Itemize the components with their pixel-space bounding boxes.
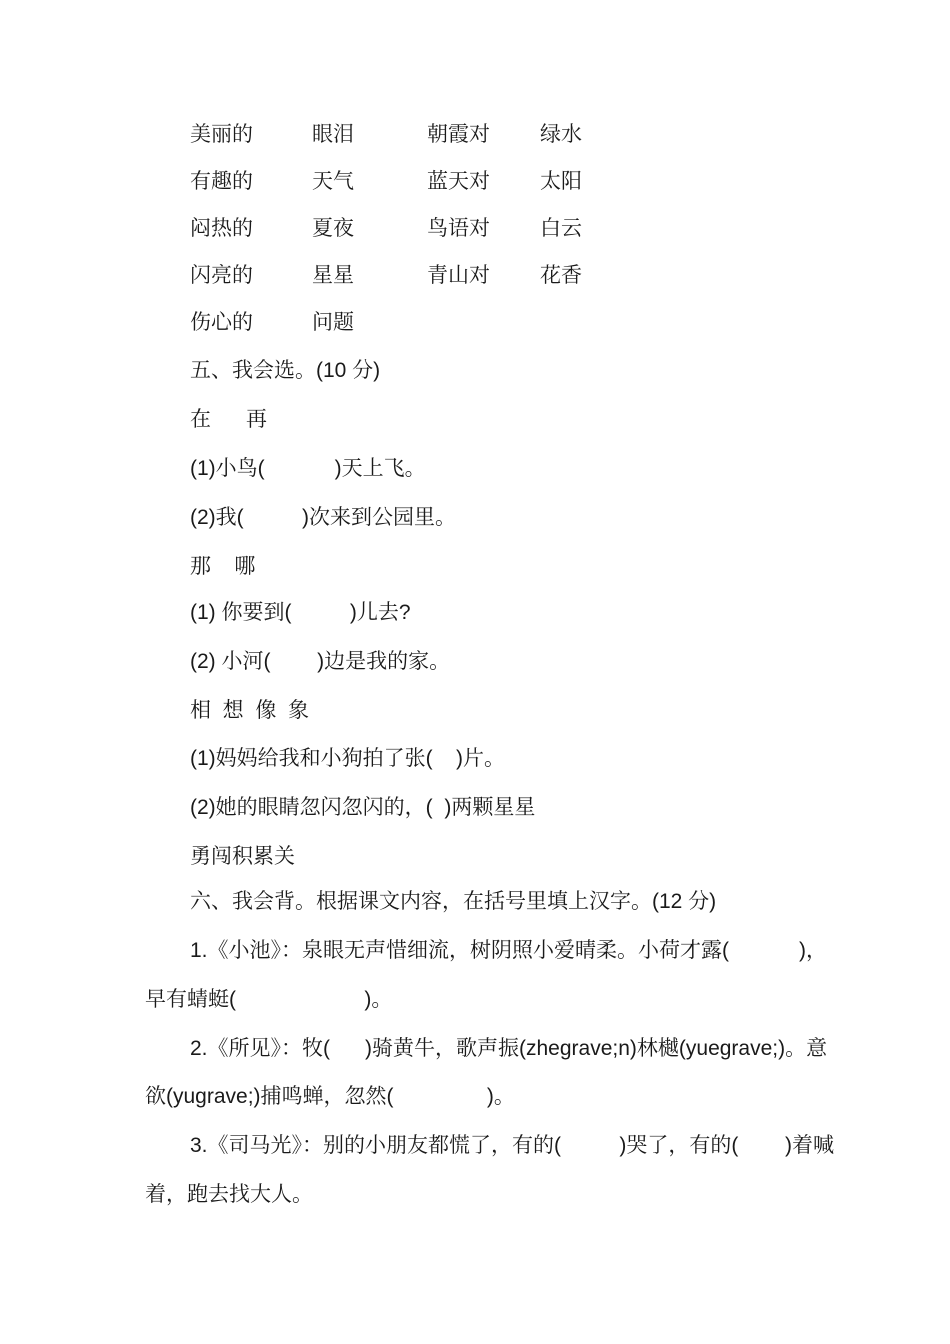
- adjective: 有趣的: [190, 170, 253, 193]
- noun: 夏夜: [312, 217, 354, 240]
- noun: 星星: [312, 264, 354, 287]
- pair-word: 朝霞对: [427, 123, 490, 146]
- question-item: (2)她的眼睛忽闪忽闪的，( )两颗星星: [190, 796, 536, 819]
- pair-word: 青山对: [427, 264, 490, 287]
- question-item: (1)小鸟( )天上飞。: [190, 457, 426, 480]
- pair-word: 鸟语对: [427, 217, 490, 240]
- match-word: 花香: [540, 264, 582, 287]
- choice-words: 那 哪: [190, 555, 256, 578]
- choice-words: 在 再: [190, 408, 268, 431]
- match-word: 白云: [540, 217, 582, 240]
- noun: 天气: [312, 170, 354, 193]
- section-banner: 勇闯积累关: [190, 845, 295, 868]
- adjective: 闷热的: [190, 217, 253, 240]
- recite-item-line2: 欲(yugrave;)捕鸣蝉，忽然( )。: [145, 1085, 515, 1108]
- question-item: (1)妈妈给我和小狗拍了张( )片。: [190, 747, 505, 770]
- recite-item-line1: 3.《司马光》：别的小朋友都慌了，有的( )哭了，有的( )着喊: [190, 1134, 835, 1157]
- choice-words: 相 想 像 象: [190, 699, 310, 722]
- match-word: 太阳: [540, 170, 582, 193]
- adjective: 伤心的: [190, 311, 253, 334]
- adjective: 闪亮的: [190, 264, 253, 287]
- section-6-title: 六、我会背。根据课文内容，在括号里填上汉字。(12 分): [190, 890, 717, 913]
- recite-item-line1: 2.《所见》：牧( )骑黄牛，歌声振(zhegrave;n)林樾(yuegrave;)。意: [190, 1037, 828, 1060]
- recite-item-line2: 着，跑去找大人。: [145, 1183, 313, 1206]
- adjective: 美丽的: [190, 123, 253, 146]
- recite-item-line2: 早有蜻蜓( )。: [145, 988, 393, 1011]
- section-5-title: 五、我会选。(10 分): [190, 359, 381, 382]
- noun: 问题: [312, 311, 354, 334]
- question-item: (2) 小河( )边是我的家。: [190, 650, 451, 673]
- question-item: (2)我( )次来到公园里。: [190, 506, 456, 529]
- noun: 眼泪: [312, 123, 354, 146]
- question-item: (1) 你要到( )儿去?: [190, 601, 411, 624]
- recite-item-line1: 1.《小池》：泉眼无声惜细流，树阴照小爱晴柔。小荷才露( )，: [190, 939, 828, 962]
- match-word: 绿水: [540, 123, 582, 146]
- pair-word: 蓝天对: [427, 170, 490, 193]
